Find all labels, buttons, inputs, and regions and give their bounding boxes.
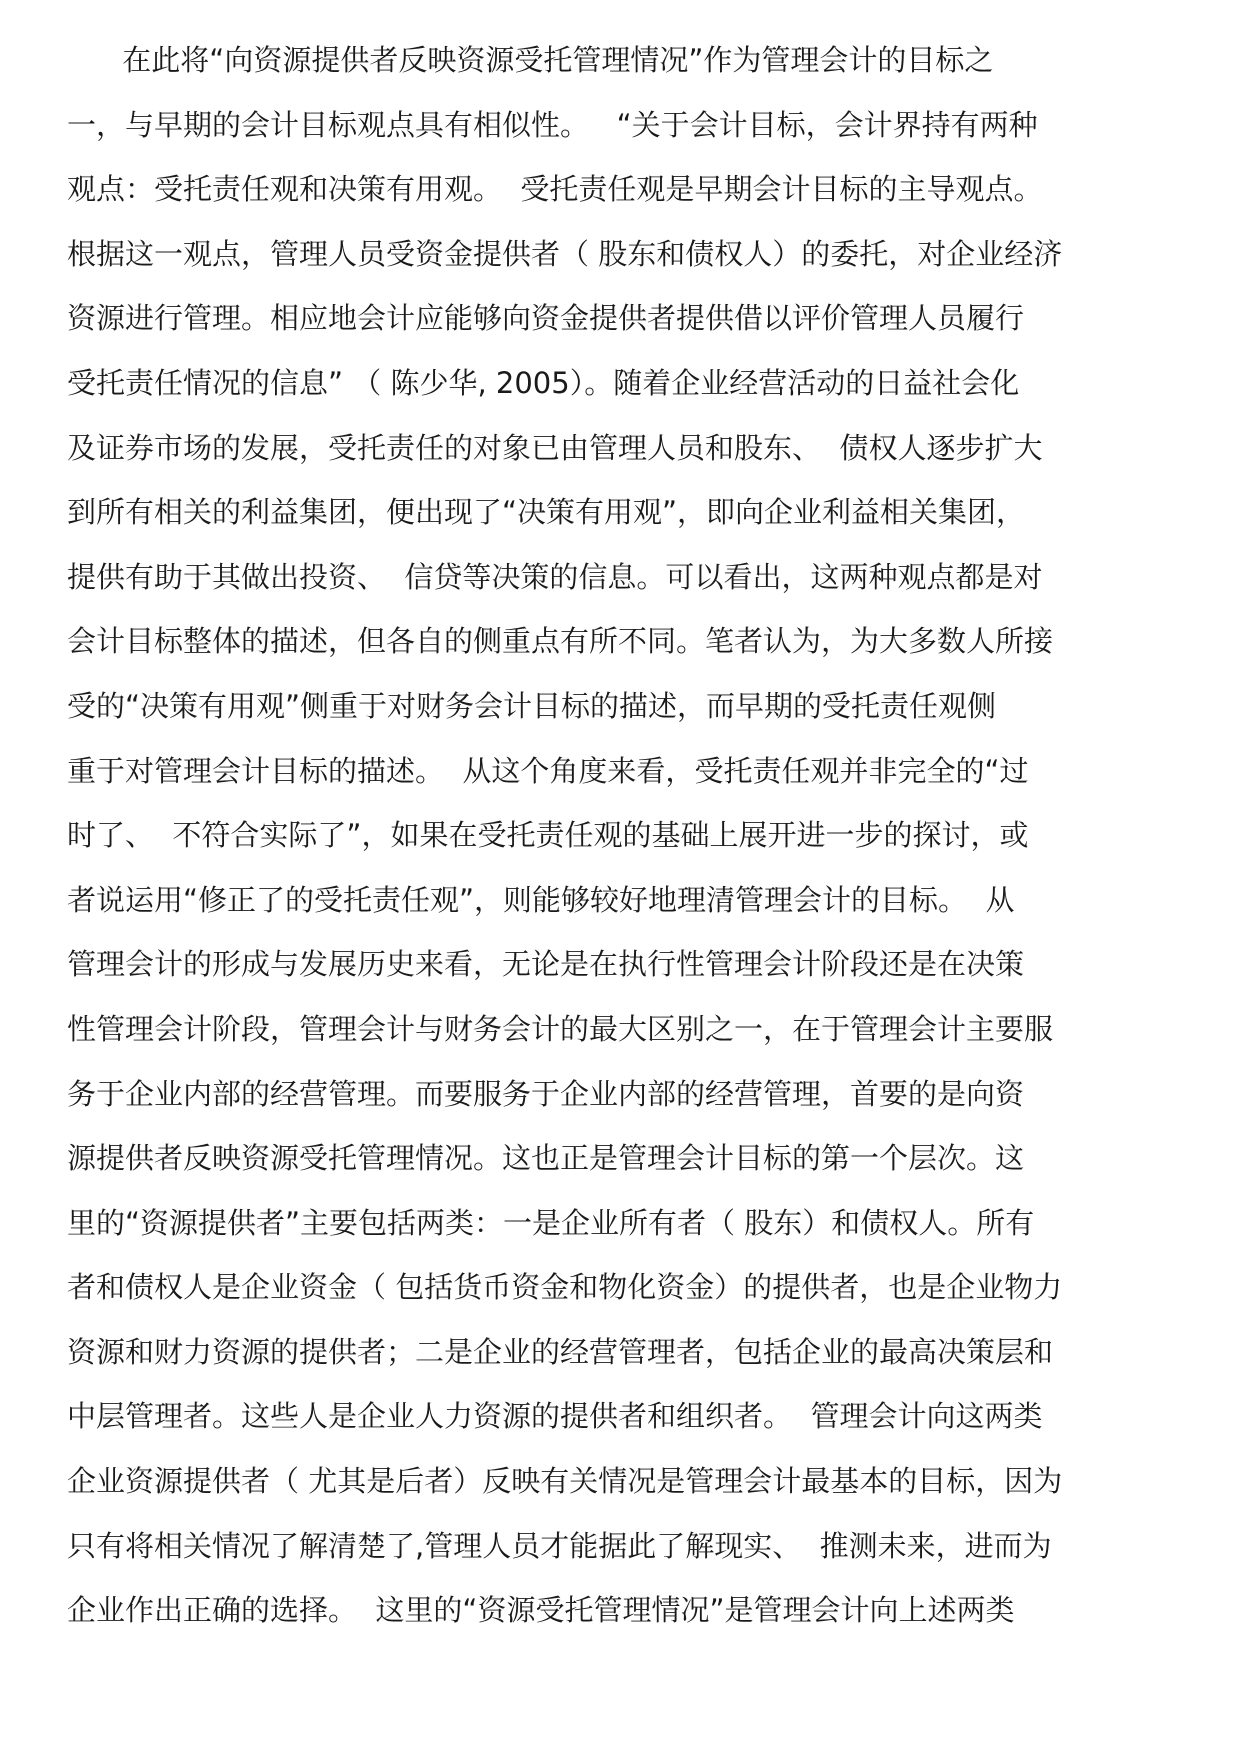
text-line: 务于企业内部的经营管理。而要服务于企业内部的经营管理，首要的是向资 — [67, 1076, 1025, 1111]
text-line: 在此将“向资源提供者反映资源受托管理情况”作为管理会计的目标之 — [67, 43, 994, 77]
text-line: 提供有助于其做出投资、 信贷等决策的信息。可以看出，这两种观点都是对 — [67, 559, 1043, 594]
text-line: 到所有相关的利益集团，便出现了“决策有用观”，即向企业利益相关集团， — [67, 495, 1026, 530]
text-line: 受的“决策有用观”侧重于对财务会计目标的描述，而早期的受托责任观侧 — [67, 688, 997, 723]
body-paragraph — [67, 28, 1187, 1643]
text-line: 时了、 不符合实际了”，如果在受托责任观的基础上展开进一步的探讨，或 — [67, 818, 1029, 853]
text-line: 重于对管理会计目标的描述。 从这个角度来看，受托责任观并非完全的“过 — [67, 753, 1029, 788]
text-line: 者和债权人是企业资金（ 包括货币资金和物化资金）的提供者，也是企业物力 — [67, 1270, 1063, 1305]
text-line: 受托责任情况的信息” （ 陈少华, 2005）。随着企业经营活动的日益社会化 — [67, 365, 1020, 400]
text-line: 管理会计的形成与发展历史来看，无论是在执行性管理会计阶段还是在决策 — [67, 947, 1025, 982]
text-line: 会计目标整体的描述，但各自的侧重点有所不同。笔者认为，为大多数人所接 — [67, 624, 1054, 659]
text-line: 里的“资源提供者”主要包括两类：一是企业所有者（ 股东）和债权人。所有 — [67, 1205, 1035, 1240]
text-line: 资源和财力资源的提供者；二是企业的经营管理者，包括企业的最高决策层和 — [67, 1334, 1054, 1369]
text-line: 者说运用“修正了的受托责任观”，则能够较好地理清管理会计的目标。 从 — [67, 882, 1015, 917]
text-line: 源提供者反映资源受托管理情况。这也正是管理会计目标的第一个层次。这 — [67, 1141, 1025, 1176]
text-line: 企业资源提供者（ 尤其是后者）反映有关情况是管理会计最基本的目标，因为 — [67, 1464, 1063, 1499]
text-line: 中层管理者。这些人是企业人力资源的提供者和组织者。 管理会计向这两类 — [67, 1399, 1043, 1434]
text-line: 观点：受托责任观和决策有用观。 受托责任观是早期会计目标的主导观点。 — [67, 172, 1043, 207]
text-line: 一，与早期的会计目标观点具有相似性。 “关于会计目标，会计界持有两种 — [67, 107, 1038, 142]
text-line: 资源进行管理。相应地会计应能够向资金提供者提供借以评价管理人员履行 — [67, 301, 1025, 336]
text-line: 只有将相关情况了解清楚了,管理人员才能据此了解现实、 推测未来，进而为 — [67, 1528, 1052, 1563]
text-line: 及证券市场的发展，受托责任的对象已由管理人员和股东、 债权人逐步扩大 — [67, 430, 1043, 465]
text-line: 性管理会计阶段，管理会计与财务会计的最大区别之一，在于管理会计主要服 — [67, 1011, 1054, 1046]
text-line: 根据这一观点，管理人员受资金提供者（ 股东和债权人）的委托，对企业经济 — [67, 236, 1063, 271]
text-line: 企业作出正确的选择。 这里的“资源受托管理情况”是管理会计向上述两类 — [67, 1593, 1015, 1628]
